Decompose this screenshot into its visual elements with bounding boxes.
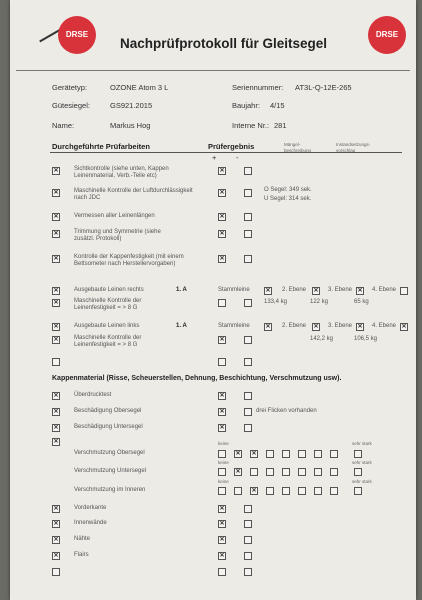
flairs-plus[interactable] <box>218 552 226 560</box>
row3-check[interactable] <box>52 213 60 221</box>
rechts-stammleine-box[interactable] <box>264 287 272 295</box>
v-innen-s4[interactable] <box>266 487 274 495</box>
row5-minus[interactable] <box>244 255 252 263</box>
row4-label: Trimmung und Symmetrie (siehe zusätzl. Protokoll) <box>74 229 161 242</box>
innenwaende-plus[interactable] <box>218 520 226 528</box>
v-ober-s9[interactable] <box>354 450 362 458</box>
guetesiegel-label: Gütesiegel: <box>52 101 90 110</box>
rechts-e2: 2. Ebene <box>282 287 307 293</box>
interne-label: Interne Nr.: <box>232 121 270 130</box>
v-innen-s8[interactable] <box>330 487 338 495</box>
row4-plus[interactable] <box>218 230 226 238</box>
innenwaende-label: Innenwände <box>74 520 107 526</box>
name-label: Name: <box>52 121 75 130</box>
vorderkante-plus[interactable] <box>218 505 226 513</box>
vorderkante-check[interactable] <box>52 505 60 513</box>
v-unter-s1[interactable] <box>218 468 226 476</box>
naehte-minus[interactable] <box>244 536 252 544</box>
v-ober-s5[interactable] <box>282 450 290 458</box>
extra-row-minus[interactable] <box>244 568 252 576</box>
col-minus: - <box>236 153 239 162</box>
naehte-check[interactable] <box>52 536 60 544</box>
v-ober-check[interactable] <box>52 438 60 446</box>
untersegel-minus[interactable] <box>244 424 252 432</box>
v-unter-sehr-stark: sehr stark <box>352 460 372 465</box>
rechts-v1: 133,4 kg <box>264 299 288 305</box>
row2-check[interactable] <box>52 189 60 197</box>
v-ober-s1[interactable] <box>218 450 226 458</box>
row5-check[interactable] <box>52 255 60 263</box>
empty-row-check[interactable] <box>52 358 60 366</box>
v-innen-s9[interactable] <box>354 487 362 495</box>
naehte-plus[interactable] <box>218 536 226 544</box>
col-ergebnis: Prüfergebnis <box>208 142 255 151</box>
empty-row-minus[interactable] <box>244 358 252 366</box>
v-ober-s7[interactable] <box>314 450 322 458</box>
page-title: Nachprüfprotokoll für Gleitsegel <box>120 36 328 51</box>
rechts-masch-check[interactable] <box>52 299 60 307</box>
flairs-minus[interactable] <box>244 552 252 560</box>
innenwaende-check[interactable] <box>52 520 60 528</box>
obersegel-label: Beschädigung Obersegel <box>74 408 142 414</box>
links-e3-box[interactable] <box>356 323 364 331</box>
v-unter-s9[interactable] <box>354 468 362 476</box>
ueberdruck-plus[interactable] <box>218 392 226 400</box>
untersegel-label: Beschädigung Untersegel <box>74 424 143 430</box>
row5-plus[interactable] <box>218 255 226 263</box>
v-ober-keine: keine <box>218 441 229 446</box>
rechts-stammleine: Stammleine <box>218 287 250 293</box>
obersegel-check[interactable] <box>52 408 60 416</box>
links-e2-box[interactable] <box>312 323 320 331</box>
col-arbeiten: Durchgeführte Prüfarbeiten <box>52 142 150 151</box>
links-stammleine: Stammleine <box>218 323 250 329</box>
ueberdruck-label: Überdrucktest <box>74 392 112 398</box>
vorderkante-minus[interactable] <box>244 505 252 513</box>
ueberdruck-minus[interactable] <box>244 392 252 400</box>
links-e2: 2. Ebene <box>282 323 307 329</box>
v-ober-label: Verschmutzung Obersegel <box>74 450 145 456</box>
title-divider <box>16 70 410 71</box>
drse-logo-right: DRSE <box>368 16 406 54</box>
links-e4-box[interactable] <box>400 323 408 331</box>
rechts-e2-box[interactable] <box>312 287 320 295</box>
v-innen-keine: keine <box>218 479 229 484</box>
flairs-check[interactable] <box>52 552 60 560</box>
geraetetyp-label: Gerätetyp: <box>52 83 88 92</box>
obersegel-plus[interactable] <box>218 408 226 416</box>
v-ober-s2[interactable] <box>234 450 242 458</box>
links-check[interactable] <box>52 323 60 331</box>
untersegel-plus[interactable] <box>218 424 226 432</box>
row4-check[interactable] <box>52 230 60 238</box>
protocol-sheet <box>10 0 416 600</box>
v-innen-label: Verschmutzung im Inneren <box>74 487 146 493</box>
header-underline <box>50 152 402 153</box>
v-unter-s6[interactable] <box>298 468 306 476</box>
rechts-v2: 122 kg <box>310 299 329 305</box>
links-stammleine-box[interactable] <box>264 323 272 331</box>
v-unter-s5[interactable] <box>282 468 290 476</box>
v-innen-sehr-stark: sehr stark <box>352 479 372 484</box>
links-ebene-num: 1. A <box>176 323 187 329</box>
obersegel-minus[interactable] <box>244 408 252 416</box>
links-v1: 142,2 kg <box>310 336 334 342</box>
rechts-e4-box[interactable] <box>400 287 408 295</box>
v-innen-s5[interactable] <box>282 487 290 495</box>
seriennummer-label: Seriennummer: <box>232 83 284 92</box>
rechts-label: Ausgebaute Leinen rechts <box>74 287 144 293</box>
obersegel-note: drei Flicken vorhanden <box>256 408 317 414</box>
col-instandsetzung: Instandsetzungs-vorschlag <box>336 142 371 153</box>
v-ober-s6[interactable] <box>298 450 306 458</box>
rechts-e3-box[interactable] <box>356 287 364 295</box>
v-ober-s4[interactable] <box>266 450 274 458</box>
v-innen-s2[interactable] <box>234 487 242 495</box>
row2-note2: U Segel: 314 sek. <box>264 196 312 202</box>
v-ober-s8[interactable] <box>330 450 338 458</box>
links-masch-label: Maschinelle Kontrolle der Leinenfestigkeit = > 8 G <box>74 335 142 348</box>
geraetetyp-value: OZONE Atom 3 L <box>110 83 169 92</box>
v-innen-s7[interactable] <box>314 487 322 495</box>
v-innen-s1[interactable] <box>218 487 226 495</box>
v-unter-s2[interactable] <box>234 468 242 476</box>
interne-value: 281 <box>274 121 287 130</box>
row3-label: Vermessen aller Leinenlängen <box>74 213 155 219</box>
links-masch-minus[interactable] <box>244 336 252 344</box>
guetesiegel-value: GS921.2015 <box>110 101 153 110</box>
innenwaende-minus[interactable] <box>244 520 252 528</box>
col-maengel: Mängel-beschreibung <box>284 142 312 153</box>
name-value: Markus Hog <box>110 121 151 130</box>
v-innen-s6[interactable] <box>298 487 306 495</box>
row1-check[interactable] <box>52 167 60 175</box>
row1-minus[interactable] <box>244 167 252 175</box>
ueberdruck-check[interactable] <box>52 392 60 400</box>
rechts-masch-plus[interactable] <box>218 299 226 307</box>
baujahr-label: Baujahr: <box>232 101 260 110</box>
rechts-check[interactable] <box>52 287 60 295</box>
v-unter-s4[interactable] <box>266 468 274 476</box>
col-plus: + <box>212 153 217 162</box>
row5-label: Kontrolle der Kappenfestigkeit (mit einem Bettsometer nach Herstellervorgaben) <box>74 254 184 267</box>
row1-plus[interactable] <box>218 167 226 175</box>
extra-row-plus[interactable] <box>218 568 226 576</box>
v-innen-s3[interactable] <box>250 487 258 495</box>
row2-note1: O Segel: 349 sek. <box>264 187 312 193</box>
flairs-label: Flairs <box>74 552 89 558</box>
rechts-v3: 65 kg <box>354 299 369 305</box>
rechts-masch-minus[interactable] <box>244 299 252 307</box>
v-ober-sehr-stark: sehr stark <box>352 441 372 446</box>
row1-label: Sichtkontrolle (siehe unten, Kappen Leinenmaterial, Verb.-Teile etc) <box>74 166 169 179</box>
rechts-e4: 4. Ebene <box>372 287 397 293</box>
links-masch-plus[interactable] <box>218 336 226 344</box>
v-ober-s3[interactable] <box>250 450 258 458</box>
links-masch-check[interactable] <box>52 336 60 344</box>
row3-minus[interactable] <box>244 213 252 221</box>
rechts-ebene-num: 1. A <box>176 287 187 293</box>
drse-logo-left: DRSE <box>58 16 96 54</box>
empty-row-plus[interactable] <box>218 358 226 366</box>
extra-row-check[interactable] <box>52 568 60 576</box>
baujahr-value: 4/15 <box>270 101 285 110</box>
row3-plus[interactable] <box>218 213 226 221</box>
v-unter-label: Verschmutzung Untersegel <box>74 468 147 474</box>
seriennummer-value: AT3L-Q-12E-265 <box>295 83 352 92</box>
row2-label: Maschinelle Kontrolle der Luftdurchlässigkeit nach JDC <box>74 188 193 201</box>
v-unter-s3[interactable] <box>250 468 258 476</box>
links-v2: 106,5 kg <box>354 336 378 342</box>
vorderkante-label: Vorderkante <box>74 505 107 511</box>
v-unter-s8[interactable] <box>330 468 338 476</box>
links-e3: 3. Ebene <box>328 323 353 329</box>
rechts-masch-label: Maschinelle Kontrolle der Leinenfestigkeit = > 8 G <box>74 298 142 311</box>
row2-minus[interactable] <box>244 189 252 197</box>
v-unter-s7[interactable] <box>314 468 322 476</box>
row2-plus[interactable] <box>218 189 226 197</box>
untersegel-check[interactable] <box>52 424 60 432</box>
row4-minus[interactable] <box>244 230 252 238</box>
v-unter-keine: keine <box>218 460 229 465</box>
naehte-label: Nähte <box>74 536 91 542</box>
kappen-title: Kappenmaterial (Risse, Scheuerstellen, Dehnung, Beschichtung, Verschmutzung usw). <box>52 375 342 382</box>
rechts-e3: 3. Ebene <box>328 287 353 293</box>
links-label: Ausgebaute Leinen links <box>74 323 140 329</box>
links-e4: 4. Ebene <box>372 323 397 329</box>
